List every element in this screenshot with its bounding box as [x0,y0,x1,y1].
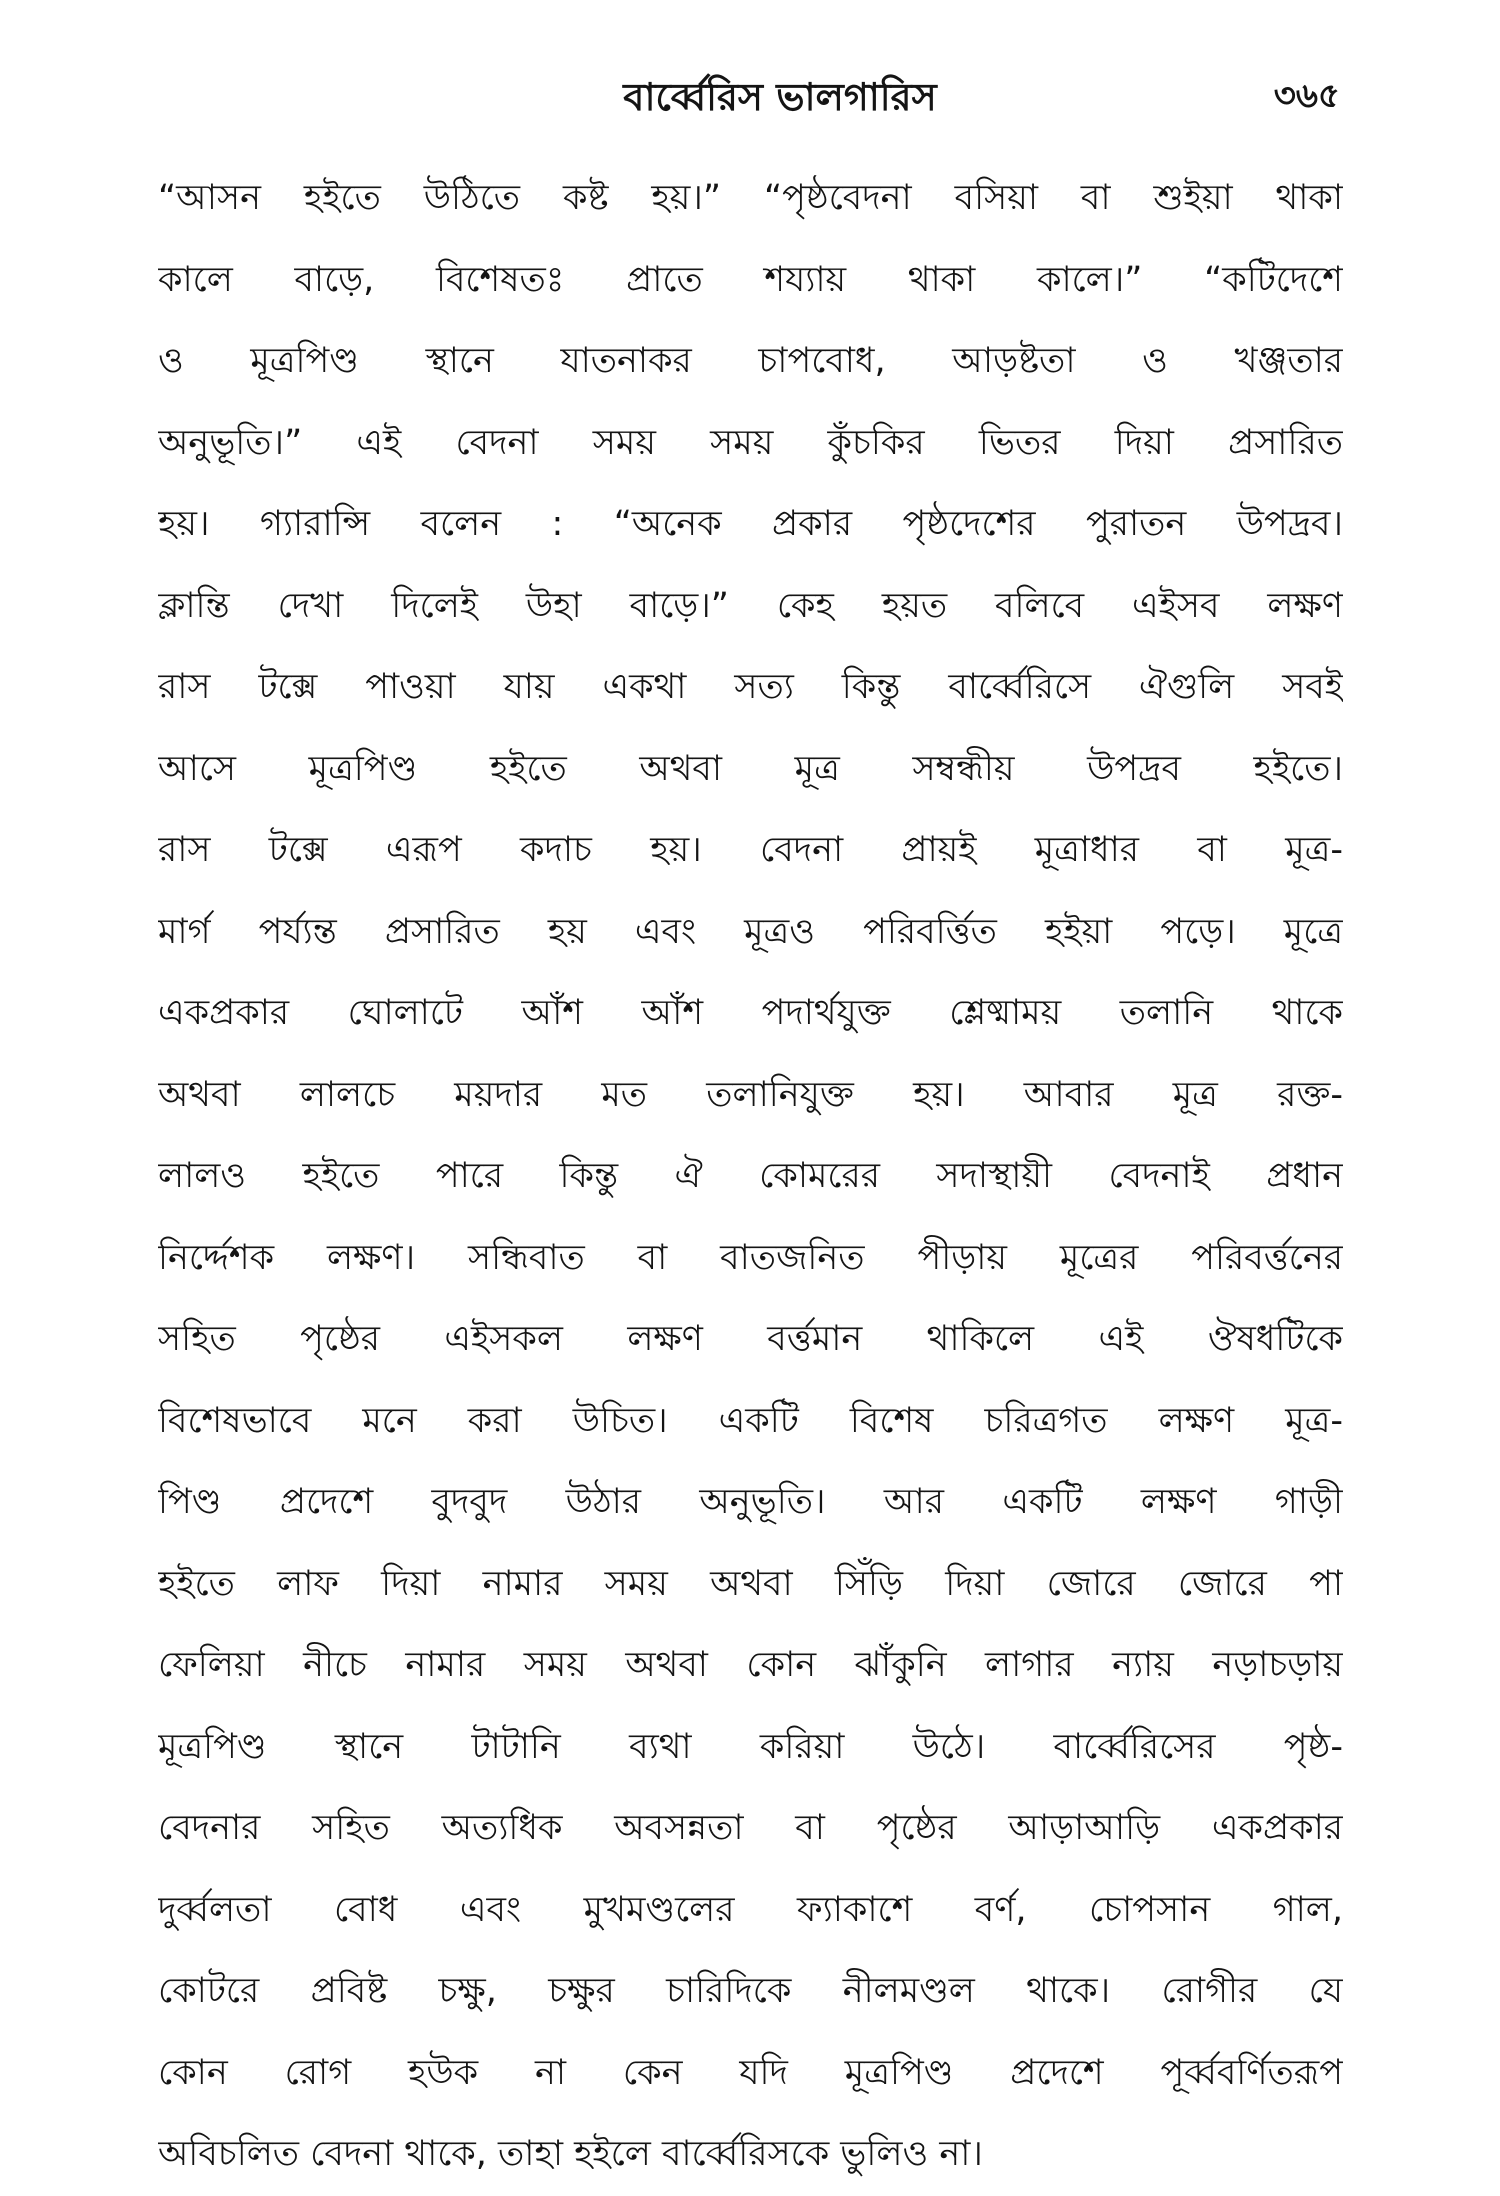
text-line: রাস টক্সে পাওয়া যায় একথা সত্য কিন্তু বার্ব্বেরিসে ঐগুলি সবই [158,667,1343,707]
text-line: বেদনার সহিত অত্যধিক অবসন্নতা বা পৃষ্ঠের আড়াআড়ি একপ্রকার [158,1808,1343,1848]
text-line: দুর্ব্বলতা বোধ এবং মুখমণ্ডলের ফ্যাকাশে বর্ণ, চোপসান গাল, [158,1889,1343,1930]
text-line: অথবা লালচে ময়দার মত তলানিযুক্ত হয়। আবার মূত্র রক্ত- [158,1074,1343,1115]
running-title: বার্ব্বেরিস ভালগারিস [623,75,937,119]
text-line: অবিচলিত বেদনা থাকে, তাহা হইলে বার্ব্বেরিসকে ভুলিও না। [158,2134,983,2174]
text-line: নির্দ্দেশক লক্ষণ। সন্ধিবাত বা বাতজনিত পীড়ায় মূত্রের পরিবর্ত্তনের [158,1237,1343,1278]
text-line: ক্লান্তি দেখা দিলেই উহা বাড়ে।” কেহ হয়ত বলিবে এইসব লক্ষণ [158,585,1343,626]
text-line: অনুভূতি।” এই বেদনা সময় সময় কুঁচকির ভিতর দিয়া প্রসারিত [158,422,1343,463]
text-line: ও মূত্রপিণ্ড স্থানে যাতনাকর চাপবোধ, আড়ষ্টতা ও খঞ্জতার [158,341,1343,381]
text-line: হয়। গ্যারান্সি বলেন : “অনেক প্রকার পৃষ্ঠদেশের পুরাতন উপদ্রব। [158,504,1343,544]
text-line: সহিত পৃষ্ঠের এইসকল লক্ষণ বর্ত্তমান থাকিলে এই ঔষধটিকে [158,1319,1343,1359]
text-line: “আসন হইতে উঠিতে কষ্ট হয়।” “পৃষ্ঠবেদনা বসিয়া বা শুইয়া থাকা [158,178,1343,218]
text-line: পিণ্ড প্রদেশে বুদবুদ উঠার অনুভূতি। আর একটি লক্ষণ গাড়ী [158,1482,1343,1522]
text-line: একপ্রকার ঘোলাটে আঁশ আঁশ পদার্থযুক্ত শ্লেষ্মাময় তলানি থাকে [158,993,1343,1033]
text-line: কোটরে প্রবিষ্ট চক্ষু, চক্ষুর চারিদিকে নীলমণ্ডল থাকে। রোগীর যে [158,1971,1343,2011]
body-text [158,158,1343,2196]
text-line: মূত্রপিণ্ড স্থানে টাটানি ব্যথা করিয়া উঠে। বার্ব্বেরিসের পৃষ্ঠ- [158,1726,1343,1767]
text-line: কোন রোগ হউক না কেন যদি মূত্রপিণ্ড প্রদেশে পূর্ব্ববর্ণিতরূপ [158,2052,1343,2093]
text-line: কালে বাড়ে, বিশেষতঃ প্রাতে শয্যায় থাকা কালে।” “কটিদেশে [158,259,1343,300]
text-line: রাস টক্সে এরূপ কদাচ হয়। বেদনা প্রায়ই মূত্রাধার বা মূত্র- [158,830,1343,870]
text-line: হইতে লাফ দিয়া নামার সময় অথবা সিঁড়ি দিয়া জোরে জোরে পা [158,1563,1343,1604]
text-line: লালও হইতে পারে কিন্তু ঐ কোমরের সদাস্থায়ী বেদনাই প্রধান [158,1156,1343,1196]
text-line: মার্গ পর্য্যন্ত প্রসারিত হয় এবং মূত্রও পরিবর্ত্তিত হইয়া পড়ে। মূত্রে [158,911,1343,952]
page-number: ৩৬৫ [1273,76,1340,116]
text-line: বিশেষভাবে মনে করা উচিত। একটি বিশেষ চরিত্রগত লক্ষণ মূত্র- [158,1400,1343,1441]
text-line: আসে মূত্রপিণ্ড হইতে অথবা মূত্র সম্বন্ধীয় উপদ্রব হইতে। [158,748,1343,789]
text-line: ফেলিয়া নীচে নামার সময় অথবা কোন ঝাঁকুনি লাগার ন্যায় নড়াচড়ায় [158,1645,1343,1685]
running-header [160,62,1340,122]
